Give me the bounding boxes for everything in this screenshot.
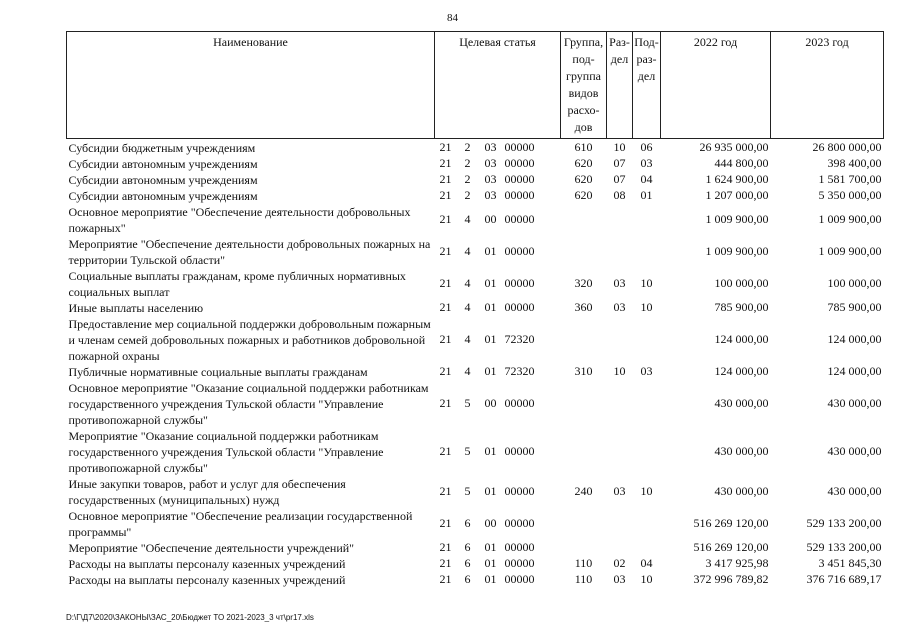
- table-row: [67, 300, 884, 316]
- amount-2023: 529 133 200,00: [806, 516, 882, 531]
- section-code: [607, 508, 633, 540]
- target-code-program: 21: [439, 300, 452, 315]
- target-code-event: 01: [484, 364, 497, 379]
- header-line: дел: [637, 69, 656, 83]
- expense-group: 310: [574, 364, 593, 379]
- row-name: Субсидии автономным учреждениям: [68, 189, 258, 203]
- expense-group: 240: [574, 484, 593, 499]
- subsection-code: [633, 316, 661, 364]
- row-name: Субсидии бюджетным учреждениям: [68, 141, 256, 155]
- row-name: Субсидии автономным учреждениям: [68, 173, 258, 187]
- target-code-direction: 00000: [504, 276, 535, 291]
- table-row: [67, 556, 884, 572]
- target-code-event: 01: [484, 484, 497, 499]
- header-section: [607, 32, 633, 139]
- table-body: [67, 139, 884, 589]
- target-code-subprogram: 4: [464, 300, 471, 315]
- row-name: Основное мероприятие "Обеспечение реализации государственной программы": [68, 509, 413, 539]
- amount-2022: 1 624 900,00: [705, 172, 769, 187]
- target-code-subprogram: 2: [464, 172, 471, 187]
- subsection-code: [633, 204, 661, 236]
- target-code-direction: 00000: [504, 188, 535, 203]
- target-code-event: 03: [484, 188, 497, 203]
- header-line: Под-: [634, 35, 659, 49]
- target-code-subprogram: 6: [464, 540, 471, 555]
- amount-2022: 430 000,00: [714, 444, 769, 459]
- target-code-program: 21: [439, 244, 452, 259]
- expense-group: [561, 316, 607, 364]
- expense-group: 620: [574, 156, 593, 171]
- page-number: 84: [447, 12, 458, 24]
- target-code-direction: 00000: [504, 244, 535, 259]
- amount-2023: 430 000,00: [827, 396, 882, 411]
- row-name: Мероприятие "Оказание социальной поддержки работникам государственного учреждения Тульской области "Управление противопожарной службы": [68, 429, 384, 475]
- target-code-program: 21: [439, 484, 452, 499]
- amount-2022: 1 009 900,00: [705, 244, 769, 259]
- section-code: 10: [613, 140, 626, 155]
- amount-2023: 1 009 900,00: [818, 244, 882, 259]
- expense-group: 620: [574, 172, 593, 187]
- table-row: [67, 156, 884, 172]
- subsection-code: [633, 236, 661, 268]
- target-code-program: 21: [439, 212, 452, 227]
- header-line: расхо-: [567, 103, 600, 117]
- target-code-event: 01: [484, 444, 497, 459]
- table-row: [67, 316, 884, 364]
- amount-2022: 430 000,00: [714, 484, 769, 499]
- section-code: [607, 316, 633, 364]
- amount-2022: 124 000,00: [714, 332, 769, 347]
- target-code-event: 00: [484, 212, 497, 227]
- header-line: под-: [572, 52, 595, 66]
- target-code-direction: 72320: [504, 364, 535, 379]
- amount-2022: 444 800,00: [714, 156, 769, 171]
- expense-group: [561, 380, 607, 428]
- amount-2023: 785 900,00: [827, 300, 882, 315]
- header-target: Целевая статья: [435, 32, 561, 139]
- target-code-event: 00: [484, 396, 497, 411]
- target-code-program: 21: [439, 332, 452, 347]
- row-name: Мероприятие "Обеспечение деятельности учреждений": [68, 541, 355, 555]
- header-line: Раз-: [609, 35, 630, 49]
- subsection-code: 10: [640, 300, 653, 315]
- table-row: [67, 364, 884, 380]
- header-subsection: [633, 32, 661, 139]
- subsection-code: [633, 540, 661, 556]
- target-code-subprogram: 6: [464, 556, 471, 571]
- file-path-footer: D:\Г\Д7\2020\ЗАКОНЫ\ЗАС_20\Бюджет ТО 2021-2023_3 чт\pr17.xls: [66, 613, 314, 622]
- expense-group: 110: [574, 572, 593, 587]
- section-code: 03: [613, 276, 626, 291]
- section-code: [607, 236, 633, 268]
- target-code-event: 01: [484, 556, 497, 571]
- target-code-event: 03: [484, 140, 497, 155]
- table-row: [67, 139, 884, 157]
- amount-2022: 372 996 789,82: [693, 572, 769, 587]
- section-code: [607, 380, 633, 428]
- section-code: [607, 204, 633, 236]
- subsection-code: 04: [640, 172, 653, 187]
- target-code-direction: 00000: [504, 484, 535, 499]
- header-row: [67, 32, 884, 139]
- row-name: Основное мероприятие "Оказание социальной поддержки работникам государственного учреждения Тульской области "Управление противопожарной службы": [68, 381, 429, 427]
- target-code-subprogram: 5: [464, 444, 471, 459]
- amount-2023: 124 000,00: [827, 364, 882, 379]
- target-code-program: 21: [439, 364, 452, 379]
- subsection-code: [633, 508, 661, 540]
- target-code-program: 21: [439, 396, 452, 411]
- amount-2023: 430 000,00: [827, 484, 882, 499]
- row-name: Социальные выплаты гражданам, кроме публичных нормативных социальных выплат: [68, 269, 406, 299]
- row-name: Мероприятие "Обеспечение деятельности добровольных пожарных на территории Тульской области": [68, 237, 431, 267]
- expense-group: [561, 508, 607, 540]
- target-code-event: 00: [484, 516, 497, 531]
- target-code-program: 21: [439, 140, 452, 155]
- expense-group: [561, 204, 607, 236]
- section-code: [607, 540, 633, 556]
- header-line: группа: [566, 69, 601, 83]
- amount-2023: 430 000,00: [827, 444, 882, 459]
- table-row: [67, 428, 884, 476]
- section-code: [607, 428, 633, 476]
- expense-group: [561, 540, 607, 556]
- target-code-subprogram: 5: [464, 484, 471, 499]
- target-code-event: 01: [484, 300, 497, 315]
- target-code-subprogram: 6: [464, 516, 471, 531]
- target-code-subprogram: 4: [464, 276, 471, 291]
- target-code-subprogram: 4: [464, 364, 471, 379]
- table-row: [67, 172, 884, 188]
- target-code-event: 01: [484, 276, 497, 291]
- target-code-subprogram: 2: [464, 140, 471, 155]
- amount-2022: 1 207 000,00: [705, 188, 769, 203]
- amount-2023: 376 716 689,17: [806, 572, 882, 587]
- target-code-event: 01: [484, 540, 497, 555]
- row-name: Иные выплаты населению: [68, 301, 204, 315]
- expense-group: 610: [574, 140, 593, 155]
- target-code-program: 21: [439, 444, 452, 459]
- target-code-program: 21: [439, 516, 452, 531]
- amount-2022: 26 935 000,00: [699, 140, 769, 155]
- target-code-direction: 00000: [504, 172, 535, 187]
- subsection-code: 10: [640, 276, 653, 291]
- target-code-program: 21: [439, 172, 452, 187]
- subsection-code: [633, 428, 661, 476]
- header-line: Группа,: [563, 35, 604, 49]
- target-code-subprogram: 6: [464, 572, 471, 587]
- subsection-code: 01: [640, 188, 653, 203]
- amount-2023: 398 400,00: [827, 156, 882, 171]
- table-row: [67, 204, 884, 236]
- subsection-code: [633, 380, 661, 428]
- target-code-direction: 00000: [504, 556, 535, 571]
- section-code: 03: [613, 484, 626, 499]
- target-code-subprogram: 2: [464, 188, 471, 203]
- header-year-2023: 2023 год: [771, 32, 884, 139]
- target-code-direction: 00000: [504, 396, 535, 411]
- row-name: Предоставление мер социальной поддержки добровольным пожарным и членам семей добровольных пожарных и работников добровольной пожарной охраны: [68, 317, 431, 363]
- header-line: видов: [568, 86, 599, 100]
- section-code: 07: [613, 156, 626, 171]
- section-code: 03: [613, 572, 626, 587]
- target-code-subprogram: 4: [464, 212, 471, 227]
- subsection-code: 10: [640, 484, 653, 499]
- header-name: Наименование: [67, 32, 435, 139]
- header-group: [561, 32, 607, 139]
- amount-2023: 529 133 200,00: [806, 540, 882, 555]
- amount-2022: 3 417 925,98: [705, 556, 769, 571]
- target-code-program: 21: [439, 188, 452, 203]
- target-code-subprogram: 4: [464, 332, 471, 347]
- section-code: 07: [613, 172, 626, 187]
- amount-2022: 100 000,00: [714, 276, 769, 291]
- table-row: [67, 476, 884, 508]
- table-row: [67, 508, 884, 540]
- target-code-direction: 72320: [504, 332, 535, 347]
- subsection-code: 03: [640, 156, 653, 171]
- table-row: [67, 268, 884, 300]
- table-row: [67, 572, 884, 588]
- target-code-event: 03: [484, 172, 497, 187]
- expense-group: 620: [574, 188, 593, 203]
- target-code-direction: 00000: [504, 572, 535, 587]
- amount-2022: 516 269 120,00: [693, 540, 769, 555]
- table-row: [67, 236, 884, 268]
- table-row: [67, 188, 884, 204]
- target-code-direction: 00000: [504, 140, 535, 155]
- header-year-2022: 2022 год: [661, 32, 771, 139]
- target-code-direction: 00000: [504, 212, 535, 227]
- budget-table: [66, 31, 884, 588]
- header-line: раз-: [636, 52, 657, 66]
- amount-2023: 5 350 000,00: [818, 188, 882, 203]
- expense-group: 360: [574, 300, 593, 315]
- table-row: [67, 380, 884, 428]
- target-code-subprogram: 5: [464, 396, 471, 411]
- amount-2023: 100 000,00: [827, 276, 882, 291]
- target-code-direction: 00000: [504, 156, 535, 171]
- target-code-event: 01: [484, 332, 497, 347]
- target-code-direction: 00000: [504, 516, 535, 531]
- amount-2022: 124 000,00: [714, 364, 769, 379]
- amount-2023: 124 000,00: [827, 332, 882, 347]
- target-code-program: 21: [439, 572, 452, 587]
- target-code-program: 21: [439, 156, 452, 171]
- subsection-code: 04: [640, 556, 653, 571]
- row-name: Расходы на выплаты персоналу казенных учреждений: [68, 573, 346, 587]
- target-code-event: 01: [484, 572, 497, 587]
- row-name: Расходы на выплаты персоналу казенных учреждений: [68, 557, 346, 571]
- target-code-subprogram: 4: [464, 244, 471, 259]
- expense-group: 320: [574, 276, 593, 291]
- row-name: Основное мероприятие "Обеспечение деятельности добровольных пожарных": [68, 205, 411, 235]
- header-line: дел: [610, 52, 629, 66]
- target-code-subprogram: 2: [464, 156, 471, 171]
- target-code-event: 03: [484, 156, 497, 171]
- row-name: Субсидии автономным учреждениям: [68, 157, 258, 171]
- amount-2023: 26 800 000,00: [812, 140, 882, 155]
- expense-group: [561, 428, 607, 476]
- target-code-direction: 00000: [504, 540, 535, 555]
- section-code: 10: [613, 364, 626, 379]
- table-row: [67, 540, 884, 556]
- target-code-event: 01: [484, 244, 497, 259]
- section-code: 02: [613, 556, 626, 571]
- row-name: Иные закупки товаров, работ и услуг для обеспечения государственных (муниципальных) нужд: [68, 477, 346, 507]
- header-line: дов: [574, 120, 593, 134]
- subsection-code: 10: [640, 572, 653, 587]
- amount-2022: 1 009 900,00: [705, 212, 769, 227]
- amount-2022: 785 900,00: [714, 300, 769, 315]
- amount-2022: 430 000,00: [714, 396, 769, 411]
- section-code: 08: [613, 188, 626, 203]
- target-code-direction: 00000: [504, 444, 535, 459]
- subsection-code: 03: [640, 364, 653, 379]
- subsection-code: 06: [640, 140, 653, 155]
- target-code-program: 21: [439, 540, 452, 555]
- amount-2023: 3 451 845,30: [818, 556, 882, 571]
- expense-group: 110: [574, 556, 593, 571]
- amount-2022: 516 269 120,00: [693, 516, 769, 531]
- amount-2023: 1 581 700,00: [818, 172, 882, 187]
- target-code-direction: 00000: [504, 300, 535, 315]
- expense-group: [561, 236, 607, 268]
- target-code-program: 21: [439, 556, 452, 571]
- target-code-program: 21: [439, 276, 452, 291]
- section-code: 03: [613, 300, 626, 315]
- row-name: Публичные нормативные социальные выплаты гражданам: [68, 365, 368, 379]
- amount-2023: 1 009 900,00: [818, 212, 882, 227]
